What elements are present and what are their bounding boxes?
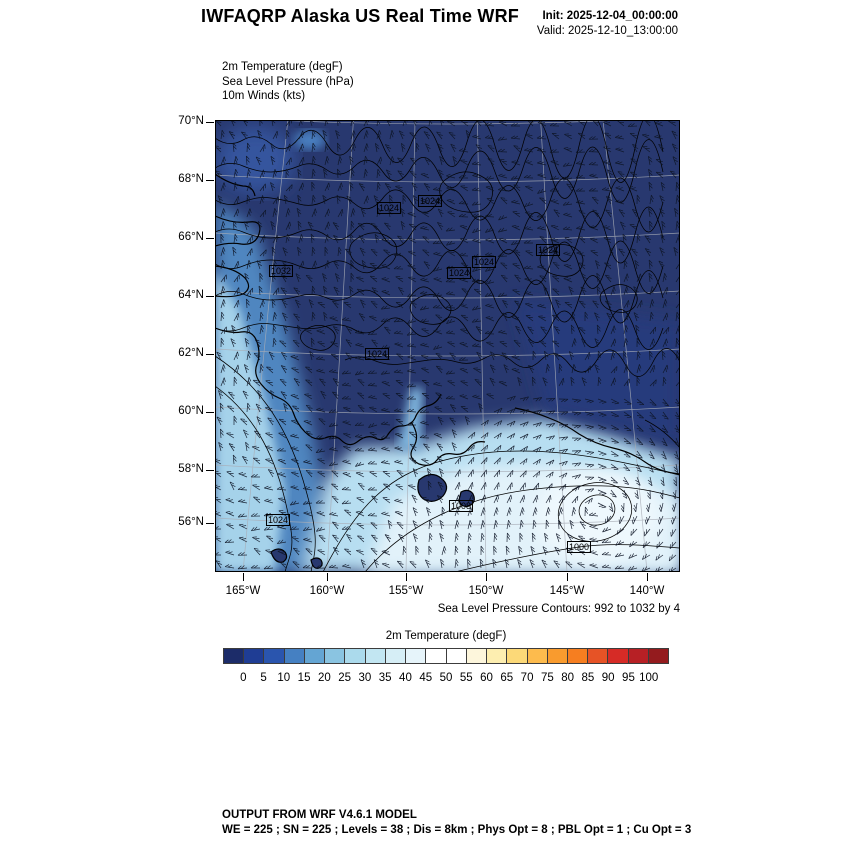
lat-tick-mark — [206, 412, 214, 413]
colorbar-cell — [608, 649, 628, 663]
lon-tick-label: 160°W — [309, 585, 345, 597]
colorbar-tick-label: 100 — [639, 672, 659, 684]
colorbar-cell — [285, 649, 305, 663]
lat-tick-label: 58°N — [178, 463, 204, 475]
lat-tick-mark — [206, 523, 214, 524]
colorbar-tick-label: 70 — [520, 672, 534, 684]
run-times — [537, 9, 678, 39]
colorbar-tick-label: 50 — [439, 672, 453, 684]
colorbar-tick-label: 40 — [399, 672, 412, 684]
colorbar-cell — [507, 649, 527, 663]
temperature-colorbar — [223, 648, 669, 664]
lat-tick-label: 56°N — [178, 516, 204, 528]
lat-tick-mark — [206, 238, 214, 239]
lat-tick-mark — [206, 296, 214, 297]
colorbar-cell — [406, 649, 426, 663]
lon-tick-mark — [567, 573, 568, 581]
colorbar-cell — [224, 649, 244, 663]
field-winds: 10m Winds (kts) — [222, 90, 306, 102]
lon-tick-label: 140°W — [629, 585, 665, 597]
colorbar-cell — [649, 649, 668, 663]
colorbar-cell — [487, 649, 507, 663]
colorbar-tick-label: 35 — [378, 672, 392, 684]
lat-tick-label: 60°N — [178, 405, 204, 417]
colorbar-cell — [447, 649, 467, 663]
colorbar-cell — [264, 649, 284, 663]
colorbar-tick-label: 15 — [297, 672, 311, 684]
lon-tick-mark — [486, 573, 487, 581]
weather-map — [215, 120, 680, 572]
lat-tick-mark — [206, 180, 214, 181]
pressure-label: 1024 — [267, 515, 289, 525]
colorbar-tick-label: 55 — [459, 672, 473, 684]
model-info-line2: WE = 225 ; SN = 225 ; Levels = 38 ; Dis = 8km ; Phys Opt = 8 ; PBL Opt = 1 ; Cu Opt = 3 — [222, 824, 692, 836]
colorbar-cell — [629, 649, 649, 663]
colorbar-tick-label: 10 — [277, 672, 291, 684]
lon-tick-mark — [406, 573, 407, 581]
colorbar-tick-label: 95 — [622, 672, 635, 684]
pressure-label: 1024 — [537, 245, 559, 255]
colorbar-cell — [325, 649, 345, 663]
lat-tick-mark — [206, 122, 214, 123]
colorbar-title: 2m Temperature (degF) — [385, 630, 507, 642]
colorbar-cell — [305, 649, 325, 663]
lon-tick-label: 155°W — [388, 585, 424, 597]
lat-tick-label: 70°N — [178, 115, 204, 127]
init-time: Init: 2025-12-04_00:00:00 — [542, 10, 678, 22]
colorbar-cell — [366, 649, 386, 663]
colorbar-tick-label: 20 — [317, 672, 331, 684]
model-info — [222, 808, 691, 838]
lat-tick-label: 62°N — [178, 347, 204, 359]
lon-tick-mark — [243, 573, 244, 581]
colorbar-tick-label: 65 — [500, 672, 514, 684]
pressure-label: 1024 — [419, 196, 441, 206]
model-info-line1: OUTPUT FROM WRF V4.6.1 MODEL — [222, 809, 417, 821]
colorbar-tick-label: 80 — [561, 672, 575, 684]
colorbar-cell — [528, 649, 548, 663]
lat-tick-mark — [206, 470, 214, 471]
pressure-label: 1000 — [568, 542, 590, 552]
colorbar-cell — [345, 649, 365, 663]
lon-tick-label: 150°W — [468, 585, 504, 597]
colorbar-tick-label: 5 — [260, 672, 267, 684]
pressure-label: 1008 — [450, 501, 472, 511]
colorbar-tick-label: 90 — [601, 672, 615, 684]
colorbar-cell — [588, 649, 608, 663]
colorbar-cell — [426, 649, 446, 663]
lat-tick-label: 68°N — [178, 173, 204, 185]
map-canvas — [215, 120, 680, 572]
pressure-label: 1024 — [448, 268, 470, 278]
colorbar-tick-label: 25 — [338, 672, 352, 684]
colorbar-tick-label: 0 — [240, 672, 247, 684]
lon-tick-mark — [327, 573, 328, 581]
colorbar-tick-label: 30 — [358, 672, 372, 684]
field-pressure: Sea Level Pressure (hPa) — [222, 75, 354, 88]
colorbar-tick-label: 45 — [419, 672, 433, 684]
field-temperature: 2m Temperature (degF) — [222, 61, 343, 73]
pressure-label: 1024 — [378, 203, 400, 213]
pressure-label: 1024 — [366, 349, 388, 359]
colorbar-cell — [568, 649, 588, 663]
lat-tick-label: 64°N — [178, 289, 204, 301]
lat-tick-label: 66°N — [178, 231, 204, 243]
lat-tick-mark — [206, 354, 214, 355]
colorbar-cell — [244, 649, 264, 663]
lon-tick-label: 165°W — [225, 585, 261, 597]
colorbar-cell — [548, 649, 568, 663]
lon-tick-mark — [647, 573, 648, 581]
colorbar-tick-label: 85 — [581, 672, 595, 684]
colorbar-tick-label: 75 — [540, 672, 554, 684]
page-title: IWFAQRP Alaska US Real Time WRF — [201, 6, 519, 26]
lon-tick-label: 145°W — [549, 585, 585, 597]
colorbar-cell — [467, 649, 487, 663]
pressure-label: 1024 — [473, 257, 495, 267]
colorbar-tick-label: 60 — [480, 672, 493, 684]
contour-note: Sea Level Pressure Contours: 992 to 1032 by 4 — [437, 603, 680, 615]
colorbar-cell — [386, 649, 406, 663]
field-list — [222, 60, 354, 104]
pressure-label: 1032 — [270, 266, 292, 276]
valid-time: Valid: 2025-12-10_13:00:00 — [536, 25, 678, 37]
